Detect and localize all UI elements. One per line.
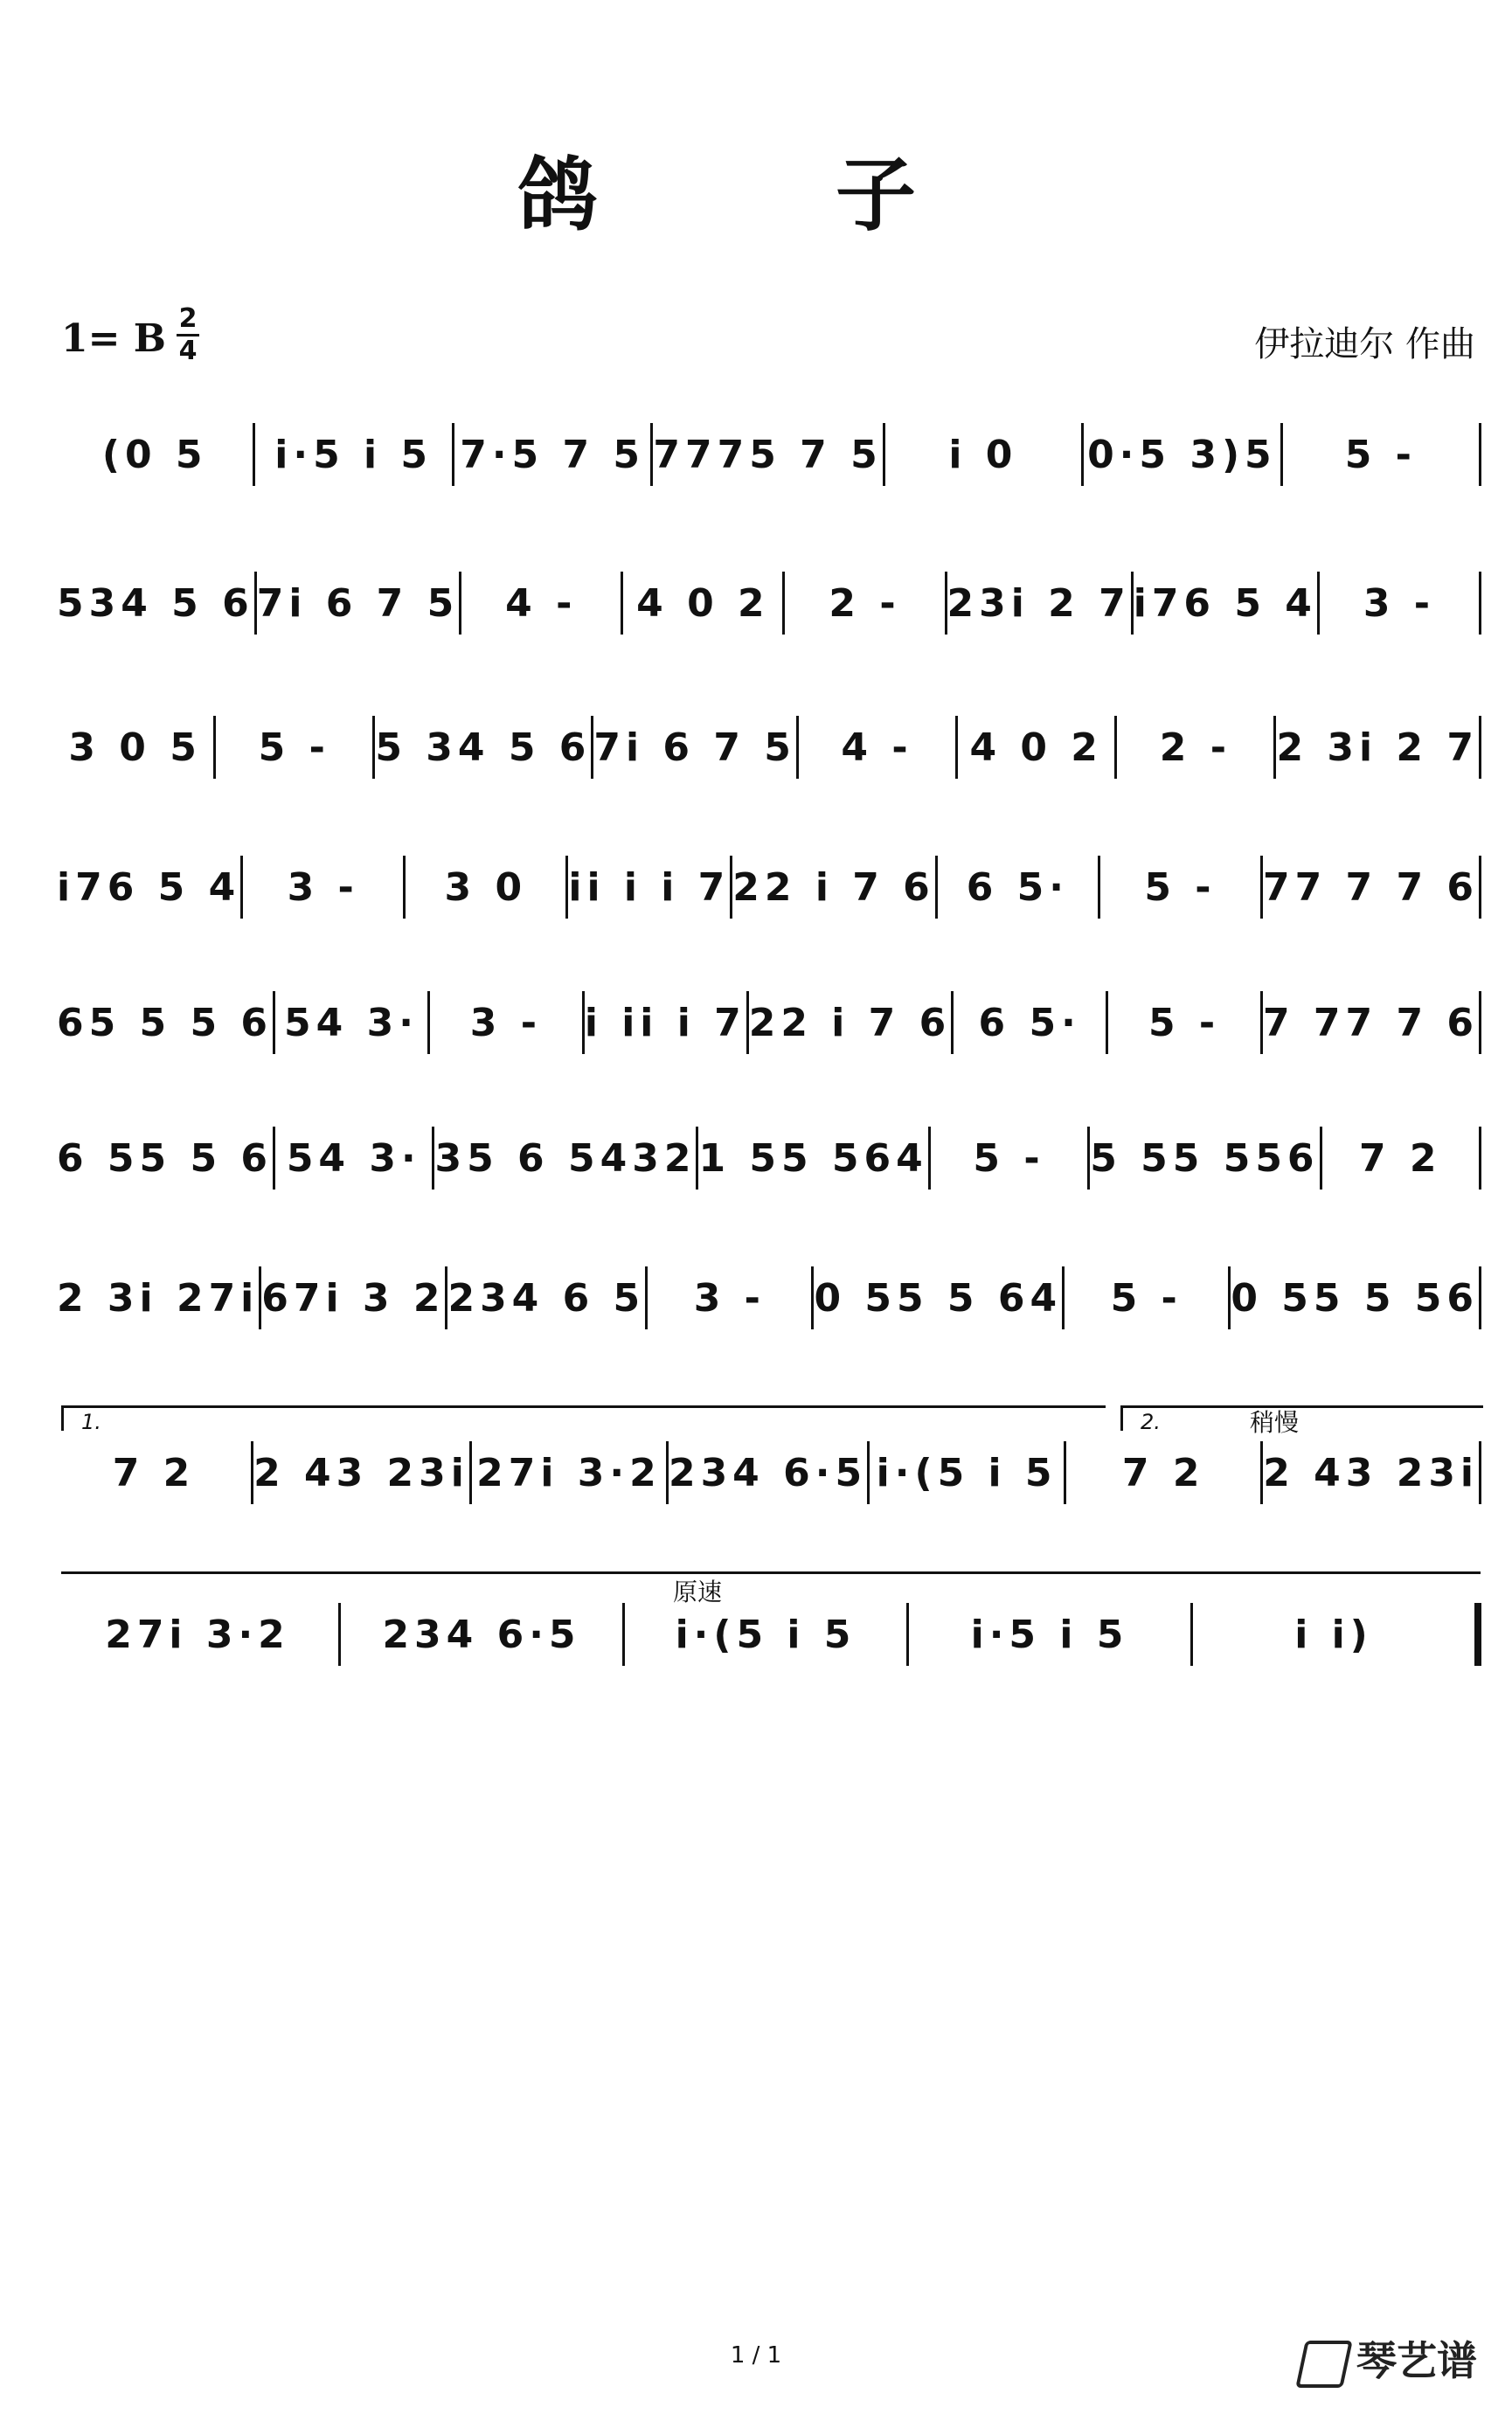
barline xyxy=(1479,1266,1481,1329)
score-row xyxy=(57,1132,1481,1210)
measure: 6 55 5 6 xyxy=(57,1135,274,1181)
measure: 4 0 2 xyxy=(636,580,770,626)
score-row xyxy=(57,721,1481,800)
measure: 3 - xyxy=(1363,580,1436,626)
measure: 5 - xyxy=(258,725,330,770)
measure: i·5 i 5 xyxy=(970,1612,1129,1657)
measure: 35 6 5432 xyxy=(434,1135,697,1181)
measure: 5 55 556 xyxy=(1090,1135,1320,1181)
measure: 234 6·5 xyxy=(382,1612,581,1657)
measure: 7·5 7 5 xyxy=(460,432,646,477)
measure: 3 0 5 xyxy=(68,725,202,770)
measure: i ii i 7 xyxy=(584,1000,746,1045)
measure: i i) xyxy=(1294,1612,1373,1657)
measure: 67i 3 2 xyxy=(261,1275,446,1321)
barline xyxy=(1479,1441,1481,1504)
measure: 7 2 xyxy=(1358,1135,1442,1181)
measure: 3 0 xyxy=(444,864,528,910)
measure: ii i i 7 xyxy=(568,864,731,910)
measure: 2 43 23i xyxy=(1263,1450,1480,1495)
measure: 27i 3·2 xyxy=(476,1450,662,1495)
measure: 4 - xyxy=(841,725,913,770)
measure: 5 34 5 6 xyxy=(375,725,592,770)
watermark-logo xyxy=(1300,2329,1477,2388)
score-row xyxy=(57,428,1481,507)
measure: i·5 i 5 xyxy=(274,432,433,477)
measure: i 0 xyxy=(948,432,1018,477)
ending-second-label: 2. xyxy=(1141,1410,1161,1434)
composer: 伊拉迪尔 作曲 xyxy=(1254,324,1475,364)
measure: (0 5 xyxy=(101,432,208,477)
barline xyxy=(1479,716,1481,779)
measure: 23i 2 7 xyxy=(947,580,1131,626)
measure: 77 7 7 6 xyxy=(1262,864,1479,910)
score-row xyxy=(57,1446,1481,1525)
measure: i·(5 i 5 xyxy=(876,1450,1058,1495)
measure: 234 6 5 xyxy=(447,1275,646,1321)
barline xyxy=(1479,423,1481,486)
watermark-text: 琴艺谱 xyxy=(1356,2337,1477,2384)
measure: 1 55 564 xyxy=(698,1135,928,1181)
barline xyxy=(1479,991,1481,1054)
score-row xyxy=(57,1608,1481,1687)
measure: 234 6·5 xyxy=(668,1450,868,1495)
score-row xyxy=(57,1272,1481,1350)
ending-first-label: 1. xyxy=(81,1410,101,1434)
measure: 5 - xyxy=(973,1135,1045,1181)
tempo-slow: 稍慢 xyxy=(1250,1408,1300,1437)
measure: 0 55 5 64 xyxy=(814,1275,1063,1321)
logo-mark-icon xyxy=(1295,2341,1352,2388)
measure: 0·5 3)5 xyxy=(1087,432,1277,477)
measure: 7i 6 7 5 xyxy=(256,580,460,626)
measure: 7 2 xyxy=(1121,1450,1205,1495)
measure: 7 77 7 6 xyxy=(1263,1000,1480,1045)
key-signature: 1= B xyxy=(61,316,166,361)
tempo-original: 原速 xyxy=(673,1578,723,1606)
ending-first xyxy=(61,1405,1106,1434)
barline xyxy=(1474,1603,1481,1666)
score-row xyxy=(57,996,1481,1075)
measure: 2 3i 2 7 xyxy=(1276,725,1479,770)
ending-second xyxy=(1120,1405,1483,1434)
measure: 3 - xyxy=(469,1000,542,1045)
measure: 5 - xyxy=(1144,864,1217,910)
measure: 6 5· xyxy=(966,864,1069,910)
time-top: 2 xyxy=(178,303,198,334)
measure: 65 5 5 6 xyxy=(57,1000,274,1045)
measure: 0 55 5 56 xyxy=(1231,1275,1480,1321)
measure: 2 3i 27i xyxy=(57,1275,260,1321)
measure: 54 3· xyxy=(284,1000,419,1045)
measure: i76 5 4 xyxy=(57,864,241,910)
measure: 4 0 2 xyxy=(969,725,1103,770)
time-bottom: 4 xyxy=(178,336,198,366)
measure: 2 - xyxy=(829,580,901,626)
measure: 2 43 23i xyxy=(253,1450,469,1495)
measure: i76 5 4 xyxy=(1133,580,1317,626)
score-row xyxy=(57,577,1481,656)
measure: 5 - xyxy=(1110,1275,1183,1321)
barline xyxy=(1479,1127,1481,1190)
measure: 534 5 6 xyxy=(57,580,254,626)
measure: 5 - xyxy=(1148,1000,1221,1045)
measure: 27i 3·2 xyxy=(105,1612,290,1657)
page-title: 鸽 子 xyxy=(517,148,995,242)
time-signature xyxy=(175,304,201,366)
measure: 6 5· xyxy=(978,1000,1081,1045)
measure: i·(5 i 5 xyxy=(675,1612,857,1657)
measure: 3 - xyxy=(287,864,359,910)
score-row xyxy=(57,861,1481,940)
measure: 7i 6 7 5 xyxy=(593,725,796,770)
measure: 4 - xyxy=(505,580,578,626)
ending-continuation xyxy=(61,1571,1481,1597)
measure: 7775 7 5 xyxy=(653,432,883,477)
measure: 3 - xyxy=(693,1275,766,1321)
measure: 54 3· xyxy=(286,1135,421,1181)
measure: 2 - xyxy=(1159,725,1231,770)
measure: 5 - xyxy=(1344,432,1417,477)
measure: 7 2 xyxy=(112,1450,196,1495)
barline xyxy=(1479,572,1481,635)
measure: 22 i 7 6 xyxy=(748,1000,952,1045)
measure: 22 i 7 6 xyxy=(732,864,935,910)
page-footer: 1 / 1 xyxy=(730,2342,782,2369)
barline xyxy=(1479,856,1481,919)
